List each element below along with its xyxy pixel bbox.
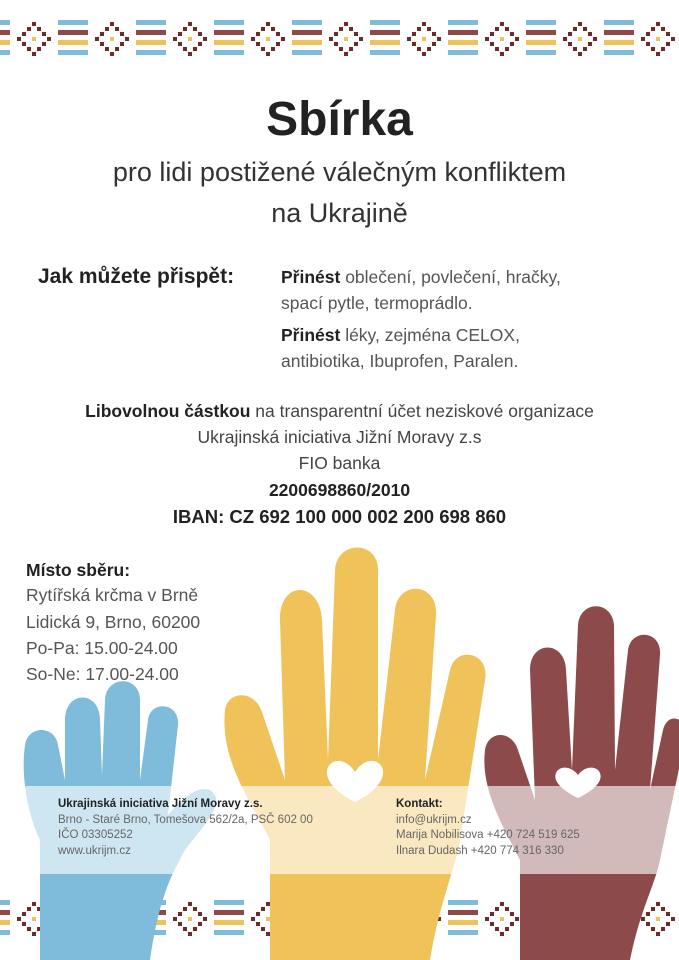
ornament-bar [214, 50, 244, 55]
ornament-pixel [646, 32, 650, 36]
ornament-bar [604, 20, 634, 25]
ornament-pixel [251, 37, 255, 41]
ornament-pixel [193, 47, 197, 51]
ornament-pixel [276, 32, 280, 36]
ornament-pixel [105, 47, 109, 51]
ornament-pixel [27, 27, 31, 31]
ornament-pixel [261, 47, 265, 51]
footer-org-name: Ukrajinská iniciativa Jižní Moravy z.s. [58, 798, 263, 810]
ornament-pixel [500, 22, 504, 26]
ornament-bar [448, 20, 478, 25]
ornament-pixel [32, 37, 36, 41]
ornament-pixel [339, 47, 343, 51]
ornament-pixel [344, 22, 348, 26]
ornament-pixel [120, 32, 124, 36]
ornament-pixel [422, 52, 426, 56]
ornament-pixel [344, 37, 348, 41]
ornament-bar [604, 30, 634, 35]
ornament-pixel [27, 47, 31, 51]
ornament-pixel [32, 52, 36, 56]
ornament-pixel [656, 22, 660, 26]
ornament-pixel [178, 32, 182, 36]
ornament-pixel [646, 42, 650, 46]
ornament-pixel [671, 37, 675, 41]
item2-line2: antibiotika, Ibuprofen, Paralen. [281, 351, 519, 371]
ornament-pixel [588, 42, 592, 46]
ornament-pixel [510, 42, 514, 46]
ornament-pixel [42, 42, 46, 46]
ornament-pixel [583, 47, 587, 51]
ornament-pixel [183, 27, 187, 31]
ornament-bar [448, 50, 478, 55]
ornament-bar [370, 20, 400, 25]
ornament-pixel [334, 32, 338, 36]
ornament-pixel [17, 37, 21, 41]
ornament-pixel [412, 32, 416, 36]
collection-place-address: Lidická 9, Brno, 60200 [26, 612, 201, 632]
ornament-pixel [47, 37, 51, 41]
item1-line2: spací pytle, termoprádlo. [281, 293, 473, 313]
ornament-bar [136, 20, 166, 25]
ornament-bar [370, 40, 400, 45]
donation-line [0, 401, 679, 422]
item1-line1: oblečení, povlečení, hračky, [340, 267, 561, 287]
ornament-bar [58, 30, 88, 35]
ornament-pixel [261, 27, 265, 31]
ornament-pixel [407, 37, 411, 41]
ornament-pixel [656, 37, 660, 41]
ornament-pixel [656, 52, 660, 56]
ornament-pixel [193, 27, 197, 31]
ornament-pixel [198, 32, 202, 36]
ornament-pixel [281, 37, 285, 41]
footer-organization [58, 797, 313, 859]
ornament-pixel [515, 37, 519, 41]
donation-bold: Libovolnou částkou [85, 401, 251, 421]
opening-hours-weekend: So-Ne: 17.00-24.00 [26, 664, 179, 684]
ornament-bar [0, 40, 10, 45]
ornament-pixel [22, 32, 26, 36]
ornament-pixel [568, 32, 572, 36]
ornament-pixel [490, 32, 494, 36]
brown-hand-icon [484, 606, 679, 960]
footer-contact-title: Kontakt: [396, 798, 443, 810]
footer-contact-email[interactable]: info@ukrijm.cz [396, 813, 472, 826]
ornament-pixel [32, 22, 36, 26]
ornament-pixel [349, 47, 353, 51]
ornament-pixel [37, 47, 41, 51]
ornament-bar [58, 50, 88, 55]
page-title: Sbírka [266, 93, 413, 146]
ornament-bar [214, 40, 244, 45]
ornament-pixel [578, 37, 582, 41]
ornament-pixel [573, 47, 577, 51]
ornament-pixel [22, 42, 26, 46]
ornament-pixel [485, 37, 489, 41]
ornament-pixel [495, 47, 499, 51]
ornament-bar [0, 30, 10, 35]
opening-hours-weekday: Po-Pa: 15.00-24.00 [26, 638, 178, 658]
ornament-pixel [510, 32, 514, 36]
ornament-pixel [588, 32, 592, 36]
ornament-pixel [188, 22, 192, 26]
ornament-pixel [412, 42, 416, 46]
ornament-pixel [422, 22, 426, 26]
help-item-medicine [281, 322, 641, 374]
ornament-pixel [100, 32, 104, 36]
ornament-pixel [188, 52, 192, 56]
ornament-pixel [583, 27, 587, 31]
ornament-pixel [334, 42, 338, 46]
ornament-pixel [495, 27, 499, 31]
ornament-pixel [125, 37, 129, 41]
ornament-bar [0, 20, 10, 25]
ornament-pixel [354, 42, 358, 46]
ornament-pixel [95, 37, 99, 41]
ornament-pixel [651, 47, 655, 51]
subtitle-line-1: pro lidi postižené válečným konfliktem [112, 157, 567, 187]
ornament-pixel [329, 37, 333, 41]
ornament-pixel [641, 37, 645, 41]
ornament-bar [0, 50, 10, 55]
ornament-pixel [110, 52, 114, 56]
ornament-pixel [359, 37, 363, 41]
organization-name: Ukrajinská iniciativa Jižní Moravy z.s [197, 427, 482, 447]
footer-org-web[interactable]: www.ukrijm.cz [58, 844, 131, 857]
ornament-border-top [0, 12, 679, 64]
ornament-bar [370, 50, 400, 55]
ornament-pixel [37, 27, 41, 31]
ornament-bar [526, 40, 556, 45]
ornament-bar [448, 30, 478, 35]
ornament-bar [292, 50, 322, 55]
ornament-pixel [173, 37, 177, 41]
ornament-bar [370, 30, 400, 35]
ornament-pixel [110, 22, 114, 26]
ornament-bar [448, 40, 478, 45]
ornament-pixel [432, 32, 436, 36]
ornament-pixel [105, 27, 109, 31]
ornament-pixel [110, 37, 114, 41]
ornament-pixel [276, 42, 280, 46]
ornament-pixel [42, 32, 46, 36]
ornament-pixel [568, 42, 572, 46]
ornament-bar [526, 30, 556, 35]
ornament-pixel [505, 47, 509, 51]
ornament-pixel [271, 47, 275, 51]
ornament-pixel [115, 47, 119, 51]
ornament-pixel [203, 37, 207, 41]
ornament-bar [58, 40, 88, 45]
ornament-bar [136, 50, 166, 55]
ornament-pixel [666, 42, 670, 46]
bank-name: FIO banka [298, 453, 381, 473]
ornament-bar [604, 50, 634, 55]
ornament-pixel [661, 47, 665, 51]
ornament-pixel [178, 42, 182, 46]
ornament-pixel [505, 27, 509, 31]
ornament-pixel [432, 42, 436, 46]
ornament-pixel [490, 42, 494, 46]
ornament-bar [526, 20, 556, 25]
ornament-pixel [344, 52, 348, 56]
ornament-bar [214, 20, 244, 25]
item1-bold: Přinést [281, 267, 341, 287]
collection-place-title: Místo sběru: [26, 560, 131, 580]
ornament-bar [136, 30, 166, 35]
ornament-bar [58, 20, 88, 25]
ornament-pixel [578, 22, 582, 26]
footer-contact-person-1: Marija Nobilisova +420 724 519 625 [396, 829, 580, 841]
ornament-pixel [661, 27, 665, 31]
ornament-pixel [578, 52, 582, 56]
ornament-pixel [573, 27, 577, 31]
ornament-pixel [427, 27, 431, 31]
ornament-bar [214, 30, 244, 35]
ornament-pixel [354, 32, 358, 36]
ornament-pixel [120, 42, 124, 46]
ornament-pixel [183, 47, 187, 51]
ornament-pixel [256, 42, 260, 46]
ornament-pixel [417, 47, 421, 51]
ornament-pixel [256, 32, 260, 36]
ornament-pixel [500, 37, 504, 41]
yellow-hand-icon [224, 548, 485, 960]
ornament-pixel [500, 52, 504, 56]
item2-bold: Přinést [281, 325, 341, 345]
ornament-bar [292, 40, 322, 45]
ornament-pixel [198, 42, 202, 46]
ornament-pixel [563, 37, 567, 41]
iban-number: IBAN: CZ 692 100 000 002 200 698 860 [172, 506, 507, 527]
ornament-pixel [188, 37, 192, 41]
ornament-pixel [266, 37, 270, 41]
help-item-clothes [281, 264, 641, 316]
ornament-pixel [115, 27, 119, 31]
ornament-bar [292, 20, 322, 25]
ornament-pixel [271, 27, 275, 31]
ornament-pixel [651, 27, 655, 31]
ornament-pixel [100, 42, 104, 46]
footer-contact [396, 797, 580, 859]
item2-line1: léky, zejména CELOX, [340, 325, 520, 345]
footer-org-address: Brno - Staré Brno, Tomešova 562/2a, PSČ 602 00 [58, 813, 313, 826]
ornament-pixel [417, 27, 421, 31]
footer-contact-person-2: Ilnara Dudash +420 774 316 330 [396, 844, 564, 857]
collection-place-name: Rytířská krčma v Brně [26, 585, 199, 605]
ornament-bar [526, 50, 556, 55]
footer-org-ico: IČO 03305252 [58, 829, 133, 841]
subtitle-line-2: na Ukrajině [271, 198, 408, 228]
ornament-pixel [437, 37, 441, 41]
ornament-pixel [349, 27, 353, 31]
ornament-pixel [422, 37, 426, 41]
ornament-bar [136, 40, 166, 45]
ornament-pixel [266, 22, 270, 26]
ornament-pixel [266, 52, 270, 56]
ornament-bar [604, 40, 634, 45]
ornament-pixel [427, 47, 431, 51]
donation-rest: na transparentní účet neziskové organizace [250, 401, 594, 421]
how-to-help-label: Jak můžete přispět: [38, 265, 235, 288]
account-number: 2200698860/2010 [268, 480, 411, 500]
ornament-bar [292, 30, 322, 35]
ornament-pixel [593, 37, 597, 41]
ornament-pixel [666, 32, 670, 36]
ornament-pixel [339, 27, 343, 31]
